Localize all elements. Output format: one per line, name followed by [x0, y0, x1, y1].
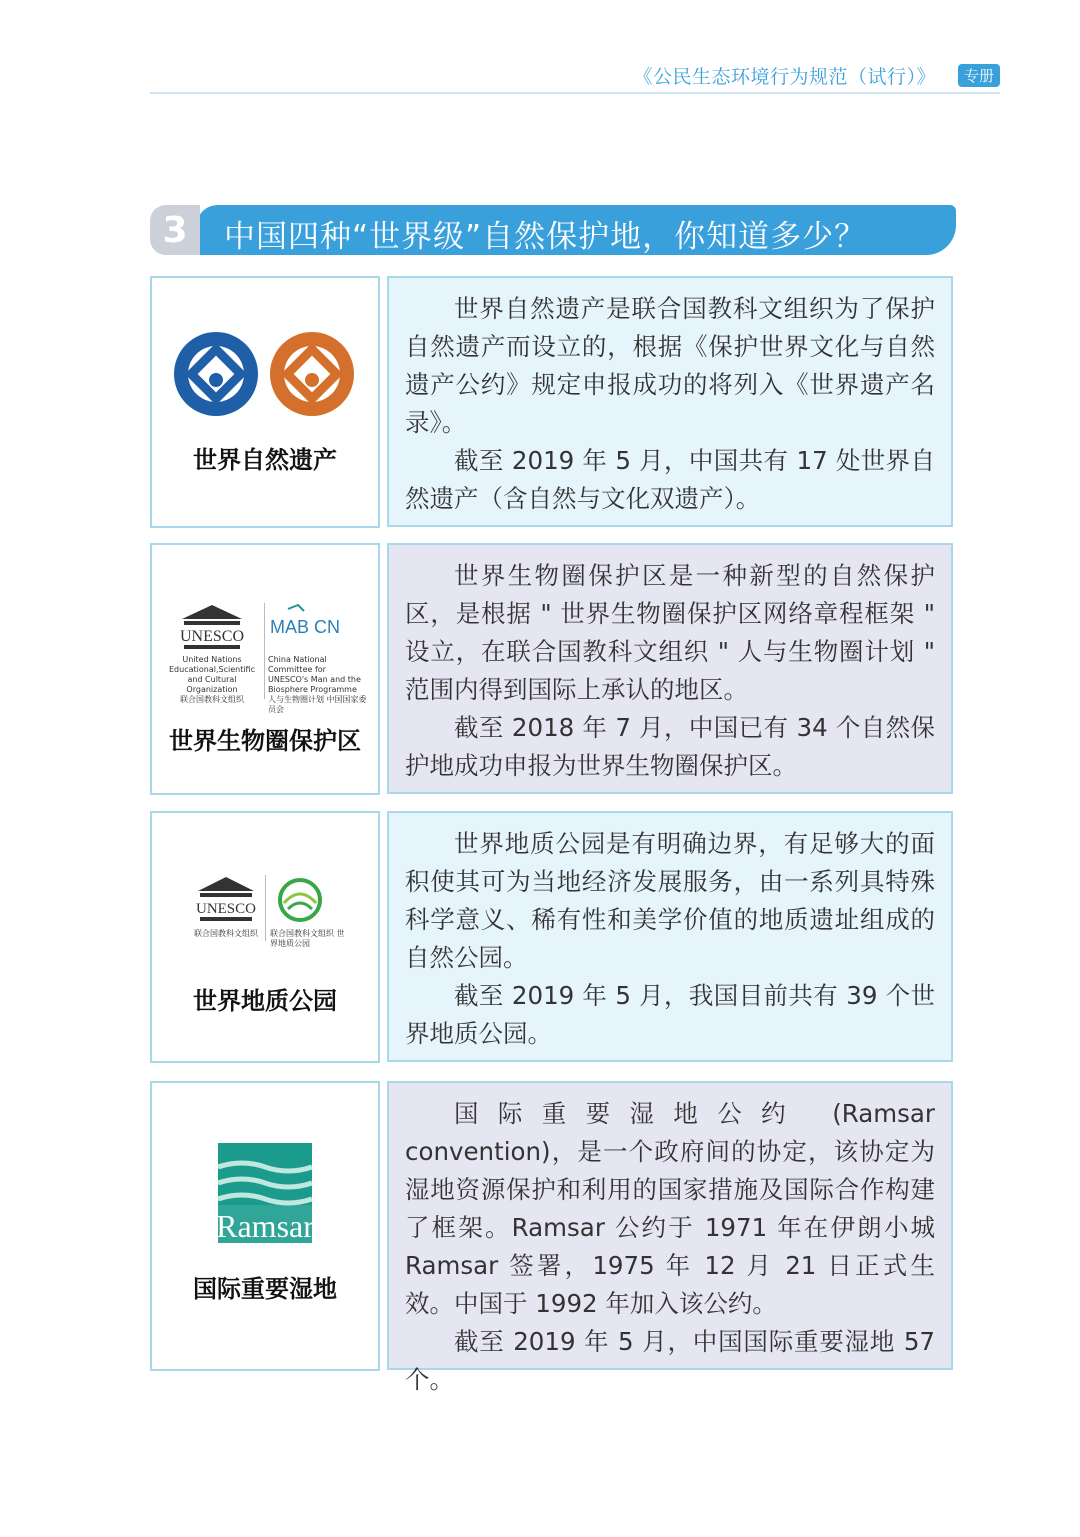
- mab-fullname: China National Committee for UNESCO's Man and the Biosphere Programme: [268, 655, 361, 694]
- logo-divider: [265, 875, 266, 941]
- section-title: 中国四种“世界级”自然保护地，你知道多少？: [224, 219, 867, 255]
- world-heritage-logos: [172, 328, 358, 420]
- section-number: 3: [150, 205, 200, 255]
- card-left-geopark: [150, 811, 380, 1063]
- paragraph: 世界自然遗产是联合国教科文组织为了保护自然遗产而设立的，根据《保护世界文化与自然遗产公约》规定申报成功的将列入《世界遗产名录》。: [405, 294, 935, 437]
- card-label: 世界自然遗产: [193, 446, 337, 474]
- mab-logo: [268, 603, 368, 715]
- card-text-ramsar: [387, 1081, 953, 1394]
- mab-logo-text: MAB CN: [270, 617, 341, 637]
- section-title-bar: [150, 205, 956, 255]
- card-left-natural-heritage: [150, 276, 380, 528]
- logo-divider: [264, 603, 265, 699]
- card-left-ramsar: [150, 1081, 380, 1371]
- card-left-biosphere: [150, 543, 380, 795]
- paragraph: 国际重要湿地公约 (Ramsar convention)，是一个政府间的协定，该协定为湿地资源保护和利用的国家措施及国际合作构建了框架。Ramsar 公约于 1971 年在伊朗小城 Ramsar 签署，1975 年 12 月 21 日正式生效。中国于 1992 年加入该公约。: [405, 1099, 935, 1318]
- page-header: [150, 58, 1000, 94]
- header-title: 《公民生态环境行为规范（试行）》: [633, 66, 936, 88]
- paragraph: 截至 2018 年 7 月，中国已有 34 个自然保护地成功申报为世界生物圈保护区。: [405, 713, 935, 780]
- unesco-chinese-name: 联合国教科文组织: [194, 929, 258, 938]
- card-text-biosphere: [387, 543, 953, 794]
- card-text-natural-heritage: [387, 276, 953, 527]
- unesco-temple-icon: [186, 875, 266, 925]
- unesco-fullname: United Nations Educational,Scientific and Cultural Organization: [169, 655, 255, 694]
- paragraph: 截至 2019 年 5 月，中国国际重要湿地 57 个。: [405, 1327, 935, 1394]
- paragraph: 世界地质公园是有明确边界，有足够大的面积使其可为当地经济发展服务，由一系列具特殊科学意义、稀有性和美学价值的地质遗址组成的自然公园。: [405, 829, 935, 972]
- paragraph: 截至 2019 年 5 月，我国目前共有 39 个世界地质公园。: [405, 981, 935, 1048]
- paragraph: 世界生物圈保护区是一种新型的自然保护区，是根据 " 世界生物圈保护区网络章程框架 " 设立，在联合国教科文组织 " 人与生物圈计划 " 范围内得到国际上承认的地区。: [405, 561, 935, 704]
- paragraph: 截至 2019 年 5 月，中国共有 17 处世界自然遗产（含自然与文化双遗产）。: [405, 446, 935, 513]
- unesco-logo: [164, 603, 260, 705]
- unesco-logo: [186, 875, 266, 939]
- world-heritage-orange-emblem: [270, 332, 354, 416]
- card-label: 世界生物圈保护区: [169, 727, 361, 755]
- unesco-chinese-name: 联合国教科文组织: [180, 695, 244, 704]
- card-text-geopark: [387, 811, 953, 1062]
- mab-chinese-name: 人与生物圈计划 中国国家委员会: [268, 695, 367, 714]
- world-heritage-blue-emblem: [174, 332, 258, 416]
- unesco-logo-text: UNESCO: [179, 628, 245, 645]
- ramsar-logo: [218, 1143, 312, 1243]
- geopark-icon: [270, 875, 330, 925]
- ramsar-logo-text: Ramsar: [216, 1208, 314, 1244]
- geopark-chinese-name: 联合国教科文组织 世界地质公园: [270, 929, 345, 948]
- mab-icon: [268, 603, 341, 651]
- card-label: 国际重要湿地: [193, 1275, 337, 1303]
- unesco-temple-icon: [164, 603, 260, 651]
- header-badge: 专册: [958, 64, 1000, 87]
- unesco-logo-text: UNESCO: [195, 901, 257, 917]
- card-label: 世界地质公园: [193, 987, 337, 1015]
- geopark-logo: [270, 875, 350, 949]
